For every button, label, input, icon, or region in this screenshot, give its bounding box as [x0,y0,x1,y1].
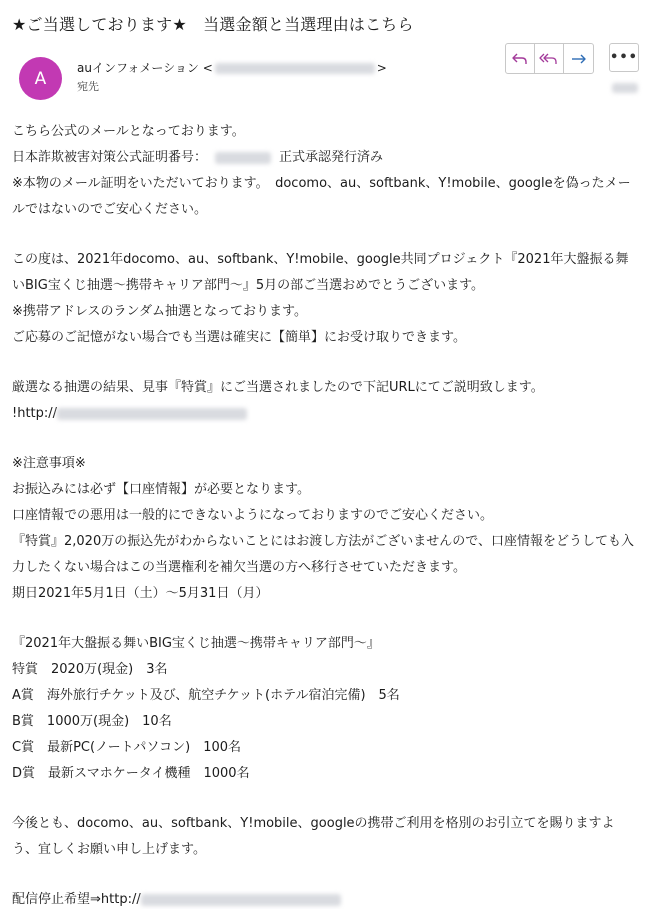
body-line: こちら公式のメールとなっております。 [12,124,245,139]
prize-item: A賞 海外旅行チケット及び、航空チケット(ホテル宿泊完備) 5名 [12,688,400,703]
redacted-url[interactable] [57,408,247,420]
body-line: ご応募のご記憶がない場合でも当選は確実に【簡単】にお受け取りできます。 [12,330,466,345]
reply-button[interactable] [506,44,535,73]
redacted-sender-address [215,63,375,74]
sender-name[interactable]: auインフォメーション [77,61,199,75]
body-link-line [12,401,638,427]
body-line: ※本物のメール証明をいただいております。 docomo、au、softbank、Y!mobile、googleを偽ったメールではないのでご安心ください。 [12,176,631,217]
email-body [12,119,638,909]
reply-all-icon [539,51,559,67]
email-subject: ★ご当選しております★ 当選金額と当選理由はこちら [12,15,414,34]
prize-item: 特賞 2020万(現金) 3名 [12,662,168,677]
body-line: 口座情報での悪用は一般的にできないようになっておりますのでご安心ください。 [12,508,494,523]
body-line: 厳選なる抽選の結果、見事『特賞』にご当選されましたので下記URLにてご説明致します。 [12,380,544,395]
link-prefix[interactable]: !http:// [12,406,58,421]
unsubscribe-prefix[interactable]: 配信停止希望⇒http:// [12,892,141,907]
sender-avatar[interactable]: A [19,57,62,100]
sender-line [77,59,387,76]
forward-button[interactable] [564,44,593,73]
body-line-certificate [12,145,638,171]
unsubscribe-line [12,887,638,909]
more-actions-button[interactable]: ••• [609,43,639,72]
message-actions [505,43,594,74]
redacted-certificate-number [215,152,271,164]
prize-item: D賞 最新スマホケータイ機種 1000名 [12,766,250,781]
redacted-date [612,83,638,93]
certificate-status: 正式承認発行済み [279,150,384,165]
body-line: この度は、2021年docomo、au、softbank、Y!mobile、google共同プロジェクト『2021年大盤振る舞いBIG宝くじ抽選〜携帯キャリア部門〜』5月の部ご当選おめでとうございます。 [12,252,629,293]
forward-icon [570,51,588,67]
redacted-unsubscribe-url[interactable] [141,894,341,906]
sender-address-close: > [376,61,387,75]
body-line: 『特賞』2,020万の振込先がわからないことにはお渡し方法がございませんので、口座情報をどうしても入力したくない場合はこの当選権利を補欠当選の方へ移行させていただきます。 [12,534,634,575]
certificate-label: 日本詐欺被害対策公式証明番号： [12,150,208,165]
reply-all-button[interactable] [535,44,564,73]
prize-item: B賞 1000万(現金) 10名 [12,714,172,729]
body-line: お振込みには必ず【口座情報】が必要となります。 [12,482,310,497]
body-line: 期日2021年5月1日（土）〜5月31日（月） [12,586,269,601]
prize-item: C賞 最新PC(ノートパソコン) 100名 [12,740,242,755]
body-line: ※注意事項※ [12,456,86,471]
reply-icon [511,51,529,67]
recipient-label[interactable]: 宛先 [77,80,99,93]
prize-heading: 『2021年大盤振る舞いBIG宝くじ抽選〜携帯キャリア部門〜』 [12,636,380,651]
body-line: 今後とも、docomo、au、softbank、Y!mobile、googleの携帯ご利用を格別のお引立てを賜りますよう、宜しくお願い申し上げます。 [12,816,615,857]
sender-address-open: < [202,61,213,75]
body-line: ※携帯アドレスのランダム抽選となっております。 [12,304,307,319]
